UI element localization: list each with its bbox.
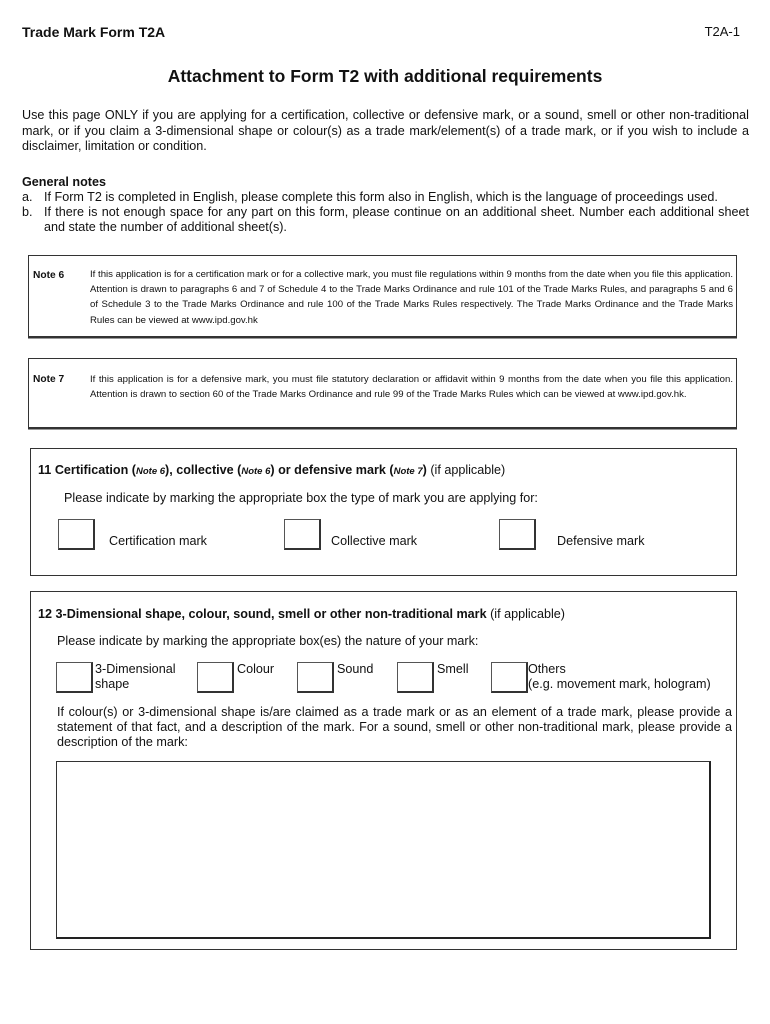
general-note-marker: b. — [22, 205, 33, 219]
if-applicable-label: (if applicable) — [490, 607, 565, 621]
section-11 — [30, 448, 737, 576]
note-6-box — [28, 255, 737, 338]
sound-label: Sound — [337, 662, 374, 676]
form-title: Trade Mark Form T2A — [22, 24, 166, 40]
colour-checkbox[interactable] — [197, 662, 234, 693]
3d-shape-label-line2: shape — [95, 677, 130, 691]
collective-mark-label: Collective mark — [331, 534, 418, 548]
page-title: Attachment to Form T2 with additional requirements — [167, 66, 603, 86]
sound-checkbox[interactable] — [297, 662, 334, 693]
note-7-text: If this application is for a defensive mark, you must file statutory declaration or affidavit within 9 months from the date when you file this application. Attention is drawn to section 60 of the Trade Marks Ordinance and rule 99 of the Trade Marks Rules which can be viewed at www.ipd.gov.hk. — [90, 374, 733, 401]
others-label-line2: (e.g. movement mark, hologram) — [528, 677, 711, 691]
certification-mark-checkbox[interactable] — [58, 519, 95, 550]
section-11-title-part: Certification ( — [54, 463, 136, 477]
general-note-b — [22, 205, 749, 235]
3d-shape-label-line1: 3-Dimensional — [95, 662, 176, 676]
description-prompt: If colour(s) or 3-dimensional shape is/are claimed as a trade mark or as an element of a trade mark, please provide a statement of that fact, and a description of the mark. For a sound, smell or other non-traditional mark, please provide a description of the mark: — [57, 705, 732, 749]
3d-shape-checkbox[interactable] — [56, 662, 93, 693]
smell-checkbox[interactable] — [397, 662, 434, 693]
if-applicable-label: (if applicable) — [430, 463, 506, 477]
others-label — [528, 662, 711, 692]
others-checkbox[interactable] — [491, 662, 528, 693]
section-12-number: 12 — [38, 607, 53, 621]
description-textarea[interactable] — [56, 761, 711, 939]
note-7-reference: Note 7 — [393, 466, 423, 477]
section-11-title-part: ) or defensive mark ( — [270, 463, 394, 477]
note-6-label: Note 6 — [33, 270, 65, 281]
smell-label: Smell — [437, 662, 469, 676]
intro-paragraph: Use this page ONLY if you are applying for a certification, collective or defensive mark, or a sound, smell or other non-traditional mark, or if you claim a 3-dimensional shape or colour(s) as a trade mark/element(s) of a trade mark, or if you wish to include a disclaimer, limitation or condition. — [22, 108, 749, 153]
3d-shape-label — [95, 662, 176, 692]
section-11-title-part: ), collective ( — [165, 463, 242, 477]
certification-mark-label: Certification mark — [109, 534, 207, 548]
section-12-title — [38, 607, 565, 621]
defensive-mark-label: Defensive mark — [557, 534, 645, 548]
general-note-marker: a. — [22, 190, 33, 204]
section-11-title-part: ) — [422, 463, 427, 477]
collective-mark-checkbox[interactable] — [284, 519, 321, 550]
colour-label: Colour — [237, 662, 275, 676]
others-label-line1: Others — [528, 662, 566, 676]
note-7-box — [28, 358, 737, 429]
general-note-text: If Form T2 is completed in English, please complete this form also in English, which is the language of proceedings used. — [44, 190, 718, 204]
note-6-reference: Note 6 — [136, 466, 166, 477]
general-note-text: If there is not enough space for any part on this form, please continue on an additional sheet. Number each additional sheet and state the number of additional sheet(s). — [44, 205, 749, 234]
section-12-title-text: 3-Dimensional shape, colour, sound, smell or other non-traditional mark — [55, 607, 487, 621]
section-12 — [30, 591, 737, 950]
note-6-reference: Note 6 — [241, 466, 271, 477]
section-11-title — [38, 463, 505, 477]
section-11-instruction: Please indicate by marking the appropriate box the type of mark you are applying for: — [64, 491, 538, 505]
note-7-label: Note 7 — [33, 374, 65, 385]
page-code: T2A-1 — [704, 24, 740, 39]
note-6-text: If this application is for a certification mark or for a collective mark, you must file regulations within 9 months from the date when you file this application. Attention is drawn to paragraphs 6 and 7 of Schedule 4 to the Trade Marks Ordinance and rule 101 of the Trade Marks Rules, and paragraphs 5 and 6 of Schedule 3 to the Trade Marks Ordinance and rule 100 of the Trade Marks Rules respectively. The Trade Marks Ordinance and the Trade Marks Rules can be viewed at www.ipd.gov.hk — [90, 269, 733, 326]
defensive-mark-checkbox[interactable] — [499, 519, 536, 550]
general-note-a — [22, 190, 749, 205]
section-12-instruction: Please indicate by marking the appropriate box(es) the nature of your mark: — [57, 634, 479, 648]
general-notes-title: General notes — [22, 175, 106, 189]
section-11-number: 11 — [38, 463, 52, 477]
